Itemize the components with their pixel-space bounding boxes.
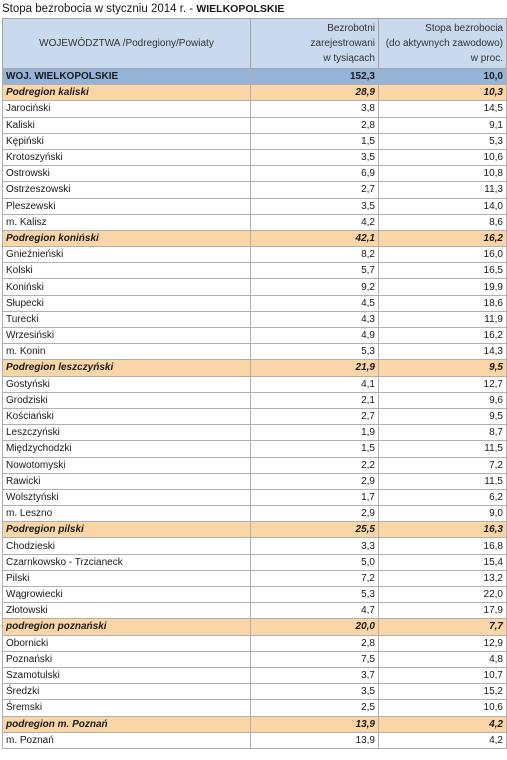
title-region: WIELKOPOLSKIE: [196, 3, 285, 15]
rate-cell: 8,6: [379, 214, 507, 230]
unemployed-cell: 152,3: [251, 69, 379, 85]
rate-cell: 12,9: [379, 635, 507, 651]
county-row: [3, 570, 507, 586]
rate-cell: 10,7: [379, 667, 507, 683]
rate-cell: 15,2: [379, 684, 507, 700]
county-row: [3, 441, 507, 457]
county-row: [3, 392, 507, 408]
unemployed-cell: 3,7: [251, 667, 379, 683]
unemployed-cell: 2,9: [251, 473, 379, 489]
county-row: [3, 732, 507, 748]
unemployed-cell: 13,9: [251, 716, 379, 732]
county-row: [3, 506, 507, 522]
region-name-cell: Szamotulski: [3, 667, 251, 683]
region-name-cell: Wolsztyński: [3, 489, 251, 505]
unemployed-cell: 3,5: [251, 198, 379, 214]
region-name-cell: Pleszewski: [3, 198, 251, 214]
region-name-cell: Podregion koniński: [3, 230, 251, 246]
region-name-cell: podregion m. Poznań: [3, 716, 251, 732]
rate-cell: 15,4: [379, 554, 507, 570]
region-name-cell: Podregion leszczyński: [3, 360, 251, 376]
region-name-cell: m. Kalisz: [3, 214, 251, 230]
unemployed-cell: 2,9: [251, 506, 379, 522]
region-name-cell: Ostrzeszowski: [3, 182, 251, 198]
unemployed-cell: 1,7: [251, 489, 379, 505]
rate-cell: 11,9: [379, 311, 507, 327]
region-name-cell: Gnieźnieński: [3, 247, 251, 263]
unemployed-cell: 2,1: [251, 392, 379, 408]
table-body: [3, 69, 507, 749]
county-row: [3, 198, 507, 214]
county-row: [3, 344, 507, 360]
header-unemployed-line: zarejestrowani: [310, 38, 375, 49]
region-name-cell: Obornicki: [3, 635, 251, 651]
unemployed-cell: 3,3: [251, 538, 379, 554]
rate-cell: 7,7: [379, 619, 507, 635]
unemployed-cell: 5,3: [251, 587, 379, 603]
region-name-cell: Czarnkowsko - Trzcianeck: [3, 554, 251, 570]
unemployed-cell: 2,7: [251, 408, 379, 424]
rate-cell: 16,8: [379, 538, 507, 554]
unemployed-cell: 2,5: [251, 700, 379, 716]
header-region-column: WOJEWÓDZTWA /Podregiony/Powiaty: [3, 19, 251, 69]
header-rate-line: w proc.: [470, 53, 503, 64]
unemployed-cell: 3,5: [251, 684, 379, 700]
unemployed-cell: 4,1: [251, 376, 379, 392]
unemployed-cell: 2,7: [251, 182, 379, 198]
region-name-cell: Ostrowski: [3, 166, 251, 182]
region-name-cell: WOJ. WIELKOPOLSKIE: [3, 69, 251, 85]
unemployed-cell: 9,2: [251, 279, 379, 295]
subregion-row: [3, 360, 507, 376]
header-rate-line: Stopa bezrobocia: [425, 23, 503, 34]
header-unemployed-column: [251, 19, 379, 69]
county-row: [3, 247, 507, 263]
county-row: [3, 425, 507, 441]
region-name-cell: Chodzieski: [3, 538, 251, 554]
county-row: [3, 214, 507, 230]
rate-cell: 17,9: [379, 603, 507, 619]
rate-cell: 9,6: [379, 392, 507, 408]
rate-cell: 16,5: [379, 263, 507, 279]
region-name-cell: m. Leszno: [3, 506, 251, 522]
region-name-cell: Kępiński: [3, 133, 251, 149]
unemployed-cell: 7,5: [251, 651, 379, 667]
rate-cell: 4,8: [379, 651, 507, 667]
unemployed-cell: 20,0: [251, 619, 379, 635]
region-name-cell: Rawicki: [3, 473, 251, 489]
region-name-cell: Nowotomyski: [3, 457, 251, 473]
voivodeship-row: [3, 69, 507, 85]
region-name-cell: Kościański: [3, 408, 251, 424]
region-name-cell: Poznański: [3, 651, 251, 667]
county-row: [3, 166, 507, 182]
county-row: [3, 473, 507, 489]
rate-cell: 10,3: [379, 85, 507, 101]
county-row: [3, 489, 507, 505]
unemployed-cell: 2,8: [251, 635, 379, 651]
rate-cell: 14,3: [379, 344, 507, 360]
unemployed-cell: 25,5: [251, 522, 379, 538]
county-row: [3, 684, 507, 700]
header-unemployed-line: Bezrobotni: [327, 23, 375, 34]
county-row: [3, 295, 507, 311]
county-row: [3, 117, 507, 133]
rate-cell: 4,2: [379, 716, 507, 732]
unemployed-cell: 3,5: [251, 149, 379, 165]
unemployed-cell: 13,9: [251, 732, 379, 748]
county-row: [3, 263, 507, 279]
table-header-row: [3, 19, 507, 69]
unemployed-cell: 6,9: [251, 166, 379, 182]
unemployed-cell: 3,8: [251, 101, 379, 117]
rate-cell: 19,9: [379, 279, 507, 295]
county-row: [3, 554, 507, 570]
rate-cell: 5,3: [379, 133, 507, 149]
rate-cell: 9,5: [379, 408, 507, 424]
county-row: [3, 603, 507, 619]
rate-cell: 11,5: [379, 441, 507, 457]
rate-cell: 14,0: [379, 198, 507, 214]
unemployed-cell: 1,5: [251, 133, 379, 149]
region-name-cell: Wągrowiecki: [3, 587, 251, 603]
region-name-cell: Złotowski: [3, 603, 251, 619]
rate-cell: 11,5: [379, 473, 507, 489]
region-name-cell: Słupecki: [3, 295, 251, 311]
rate-cell: 7,2: [379, 457, 507, 473]
rate-cell: 22,0: [379, 587, 507, 603]
unemployed-cell: 4,5: [251, 295, 379, 311]
unemployed-cell: 4,9: [251, 328, 379, 344]
region-name-cell: Wrzesiński: [3, 328, 251, 344]
region-name-cell: Podregion pilski: [3, 522, 251, 538]
county-row: [3, 667, 507, 683]
county-row: [3, 376, 507, 392]
unemployed-cell: 21,9: [251, 360, 379, 376]
unemployed-cell: 7,2: [251, 570, 379, 586]
subregion-row: [3, 619, 507, 635]
rate-cell: 16,2: [379, 328, 507, 344]
rate-cell: 18,6: [379, 295, 507, 311]
title-main: Stopa bezrobocia w styczniu 2014 r. -: [2, 3, 197, 15]
unemployed-cell: 2,8: [251, 117, 379, 133]
rate-cell: 9,1: [379, 117, 507, 133]
header-unemployed-line: w tysiącach: [323, 53, 375, 64]
header-rate-column: [379, 19, 507, 69]
rate-cell: 4,2: [379, 732, 507, 748]
unemployed-cell: 1,5: [251, 441, 379, 457]
county-row: [3, 700, 507, 716]
county-row: [3, 538, 507, 554]
region-name-cell: m. Konin: [3, 344, 251, 360]
county-row: [3, 651, 507, 667]
county-row: [3, 182, 507, 198]
region-name-cell: Koniński: [3, 279, 251, 295]
rate-cell: 14,5: [379, 101, 507, 117]
county-row: [3, 133, 507, 149]
rate-cell: 16,0: [379, 247, 507, 263]
rate-cell: 6,2: [379, 489, 507, 505]
unemployed-cell: 4,2: [251, 214, 379, 230]
page-title: [0, 0, 507, 18]
rate-cell: 13,2: [379, 570, 507, 586]
subregion-row: [3, 522, 507, 538]
rate-cell: 10,0: [379, 69, 507, 85]
region-name-cell: podregion poznański: [3, 619, 251, 635]
county-row: [3, 408, 507, 424]
rate-cell: 8,7: [379, 425, 507, 441]
unemployed-cell: 5,3: [251, 344, 379, 360]
region-name-cell: Podregion kaliski: [3, 85, 251, 101]
unemployment-table: [2, 18, 507, 749]
region-name-cell: Średzki: [3, 684, 251, 700]
region-name-cell: m. Poznań: [3, 732, 251, 748]
region-name-cell: Międzychodzki: [3, 441, 251, 457]
rate-cell: 10,6: [379, 149, 507, 165]
region-name-cell: Kaliski: [3, 117, 251, 133]
unemployed-cell: 28,9: [251, 85, 379, 101]
unemployed-cell: 4,7: [251, 603, 379, 619]
rate-cell: 16,2: [379, 230, 507, 246]
region-name-cell: Grodziski: [3, 392, 251, 408]
region-name-cell: Leszczyński: [3, 425, 251, 441]
unemployed-cell: 4,3: [251, 311, 379, 327]
unemployed-cell: 42,1: [251, 230, 379, 246]
unemployed-cell: 8,2: [251, 247, 379, 263]
region-name-cell: Krotoszyński: [3, 149, 251, 165]
region-name-cell: Pilski: [3, 570, 251, 586]
subregion-row: [3, 85, 507, 101]
unemployed-cell: 2,2: [251, 457, 379, 473]
region-name-cell: Śremski: [3, 700, 251, 716]
rate-cell: 16,3: [379, 522, 507, 538]
county-row: [3, 457, 507, 473]
rate-cell: 9,0: [379, 506, 507, 522]
county-row: [3, 311, 507, 327]
region-name-cell: Kolski: [3, 263, 251, 279]
rate-cell: 11,3: [379, 182, 507, 198]
county-row: [3, 101, 507, 117]
header-rate-line: (do aktywnych zawodowo): [385, 38, 503, 49]
county-row: [3, 149, 507, 165]
rate-cell: 12,7: [379, 376, 507, 392]
county-row: [3, 328, 507, 344]
region-name-cell: Jarociński: [3, 101, 251, 117]
unemployed-cell: 5,0: [251, 554, 379, 570]
subregion-row: [3, 230, 507, 246]
rate-cell: 9,5: [379, 360, 507, 376]
subregion-row: [3, 716, 507, 732]
region-name-cell: Turecki: [3, 311, 251, 327]
region-name-cell: Gostyński: [3, 376, 251, 392]
unemployed-cell: 5,7: [251, 263, 379, 279]
rate-cell: 10,8: [379, 166, 507, 182]
county-row: [3, 279, 507, 295]
county-row: [3, 587, 507, 603]
rate-cell: 10,6: [379, 700, 507, 716]
unemployed-cell: 1,9: [251, 425, 379, 441]
county-row: [3, 635, 507, 651]
